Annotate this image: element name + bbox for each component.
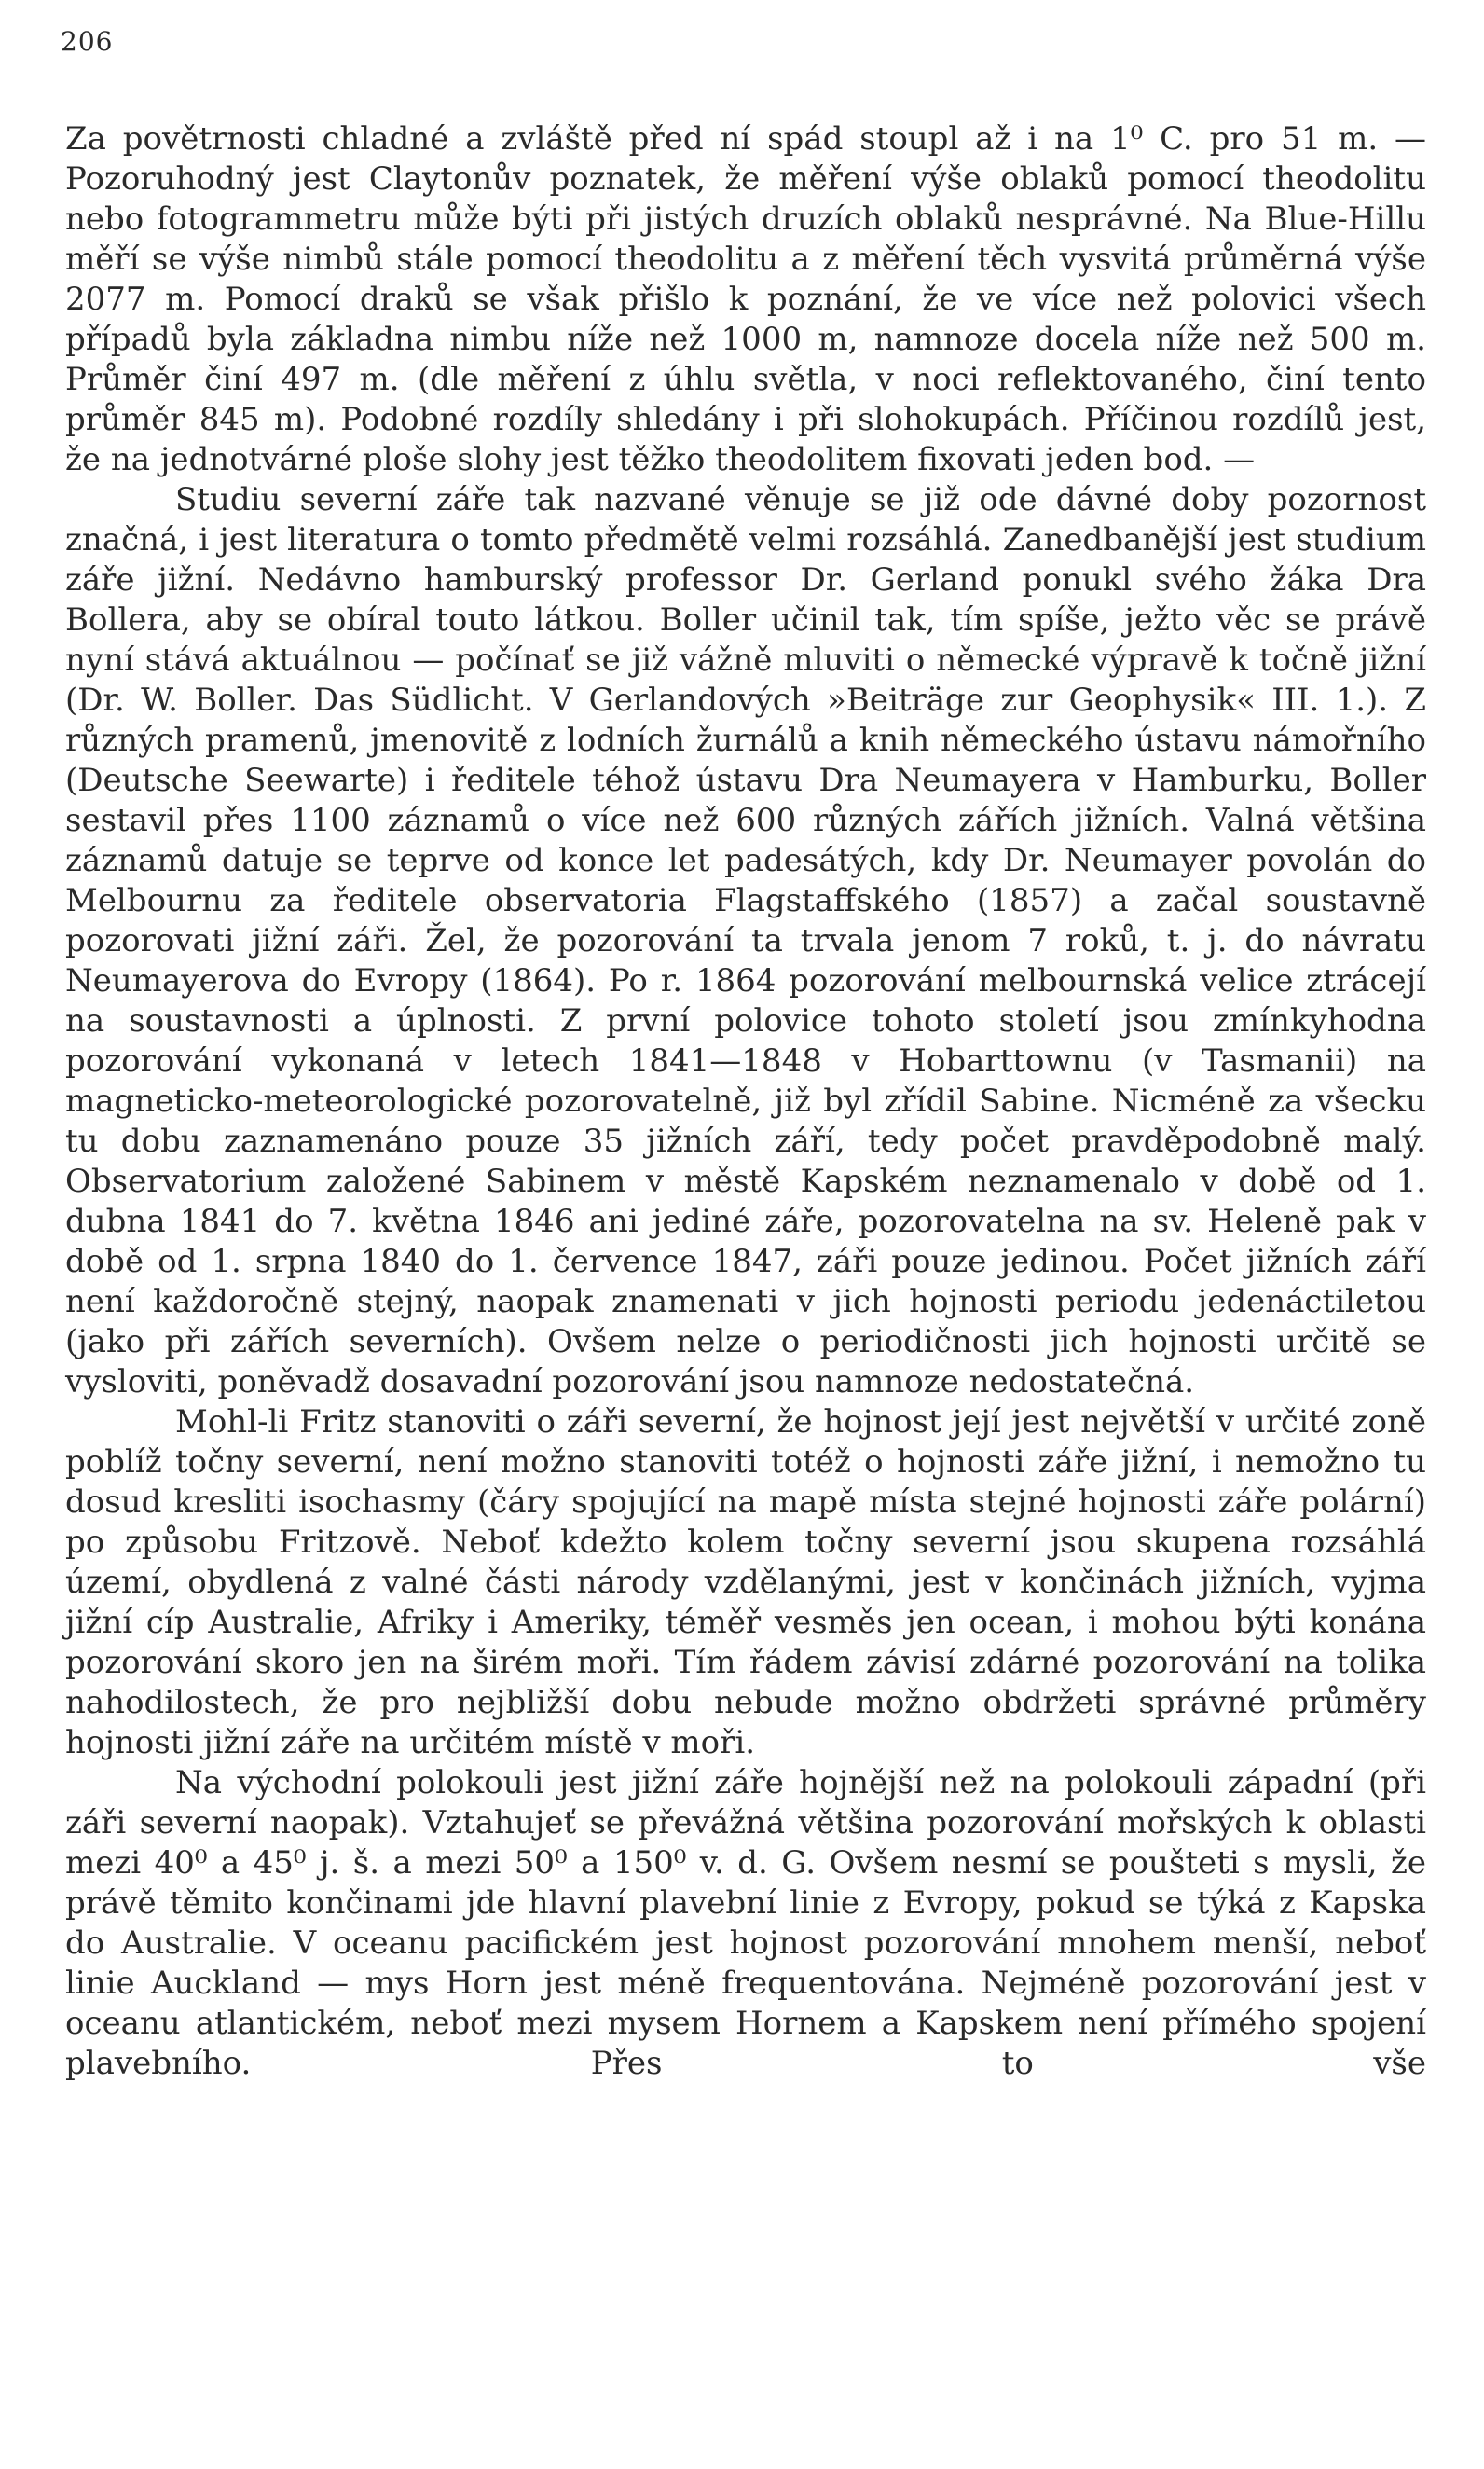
paragraph-2: Studiu severní záře tak nazvané věnuje se již ode dávné doby pozornost značná, i jest literatura o tomto předmětě velmi rozsáhlá. Zanedbanější jest studium záře jižní. Nedávno hamburský professor Dr. Gerland ponukl svého žáka Dra Bollera, aby se obíral touto látkou. Boller učinil tak, tím spíše, ježto věc se právě nyní stává aktuálnou — počínať se již vážně mluviti o německé výpravě k točně jižní (Dr. W. Boller. Das Südlicht. V Gerlandových »Beiträge zur Geophysik« III. 1.). Z různých pramenů, jmenovitě z lodních žurnálů a knih německého ústavu námořního (Deutsche Seewarte) i ředitele téhož ústavu Dra Neumayera v Hamburku, Boller sestavil přes 1100 záznamů o více než 600 různých zářích jižních. Valná většina záznamů datuje se teprve od konce let padesátých, kdy Dr. Neumayer povolán do Melbournu za ředitele observatoria Flagstaffského (1857) a začal soustavně pozorovati jižní záři. Žel, že pozorování ta trvala jenom 7 roků, t. j. do návratu Neumayerova do Evropy (1864). Po r. 1864 pozorování melbournská velice ztrácejí na soustavnosti a úplnosti. Z první polovice tohoto století jsou zmínkyhodna pozorování vykonaná v letech 1841—1848 v Hobarttownu (v Tasmanii) na magneticko-meteorologické pozorovatelně, již byl zřídil Sabine. Nicméně za všecku tu dobu zaznamenáno pouze 35 jižních září, tedy počet pravděpodobně malý. Observatorium založené Sabinem v městě Kapském neznamenalo v době od 1. dubna 1841 do 7. května 1846 ani jediné záře, pozorovatelna na sv. Heleně pak v době od 1. srpna 1840 do 1. července 1847, záři pouze jedinou. Počet jižních září není každoročně stejný, naopak znamenati v jich hojnosti periodu jedenáctiletou (jako při zářích severních). Ovšem nelze o periodičnosti jich hojnosti určitě se vysloviti, poněvadž dosavadní pozorování jsou namnoze nedostatečná.: [65, 481, 1426, 1400]
page-number: 206: [61, 26, 114, 57]
paragraph-3: Mohl-li Fritz stanoviti o záři severní, že hojnost její jest největší v určité zoně poblíž točny severní, není možno stanoviti totéž o hojnosti záře jižní, i nemožno tu dosud kresliti isochasmy (čáry spojující na mapě místa stejné hojnosti záře polární) po způsobu Fritzově. Neboť kdežto kolem točny severní jsou skupena rozsáhlá území, obydlená z valné části národy vzdělanými, jest v končinách jižních, vyjma jižní cíp Australie, Afriky i Ameriky, téměř vesměs jen ocean, i mohou býti konána pozorování skoro jen na širém moři. Tím řádem závisí zdárné pozorování na tolika nahodilostech, že pro nejbližší dobu nebude možno obdržeti správné průměry hojnosti jižní záře na určitém místě v moři.: [65, 1403, 1426, 1761]
paragraph-1: Za povětrnosti chladné a zvláště před ní spád stoupl až i na 1⁰ C. pro 51 m. — Pozoruhodný jest Claytonův poznatek, že měření výše oblaků pomocí theodolitu nebo fotogrammetru může býti při jistých druzích oblaků nesprávné. Na Blue-Hillu měří se výše nimbů stále pomocí theodolitu a z měření těch vysvitá průměrná výše 2077 m. Pomocí draků se však přišlo k poznání, že ve více než polovici všech případů byla základna nimbu níže než 1000 m, namnoze docela níže než 500 m. Průměr činí 497 m. (dle měření z úhlu světla, v noci reflektovaného, činí tento průměr 845 m). Podobné rozdíly shledány i při slohokupách. Příčinou rozdílů jest, že na jednotvárné ploše slohy jest těžko theodolitem fixovati jeden bod. —: [65, 120, 1426, 478]
paragraph-4: Na východní polokouli jest jižní záře hojnější než na polokouli západní (při záři severní naopak). Vztahujeť se převážná většina pozorování mořských k oblasti mezi 40⁰ a 45⁰ j. š. a mezi 50⁰ a 150⁰ v. d. G. Ovšem nesmí se poušteti s mysli, že právě těmito končinami jde hlavní plavební linie z Evropy, pokud se týká z Kapska do Australie. V oceanu pacifickém jest hojnost pozorování mnohem menší, neboť linie Auckland — mys Horn jest méně frequentována. Nejméně pozorování jest v oceanu atlantickém, neboť mezi mysem Hornem a Kapskem není přímého spojení plavebního. Přes to vše: [65, 1764, 1426, 2082]
body-text: [65, 119, 1426, 2084]
